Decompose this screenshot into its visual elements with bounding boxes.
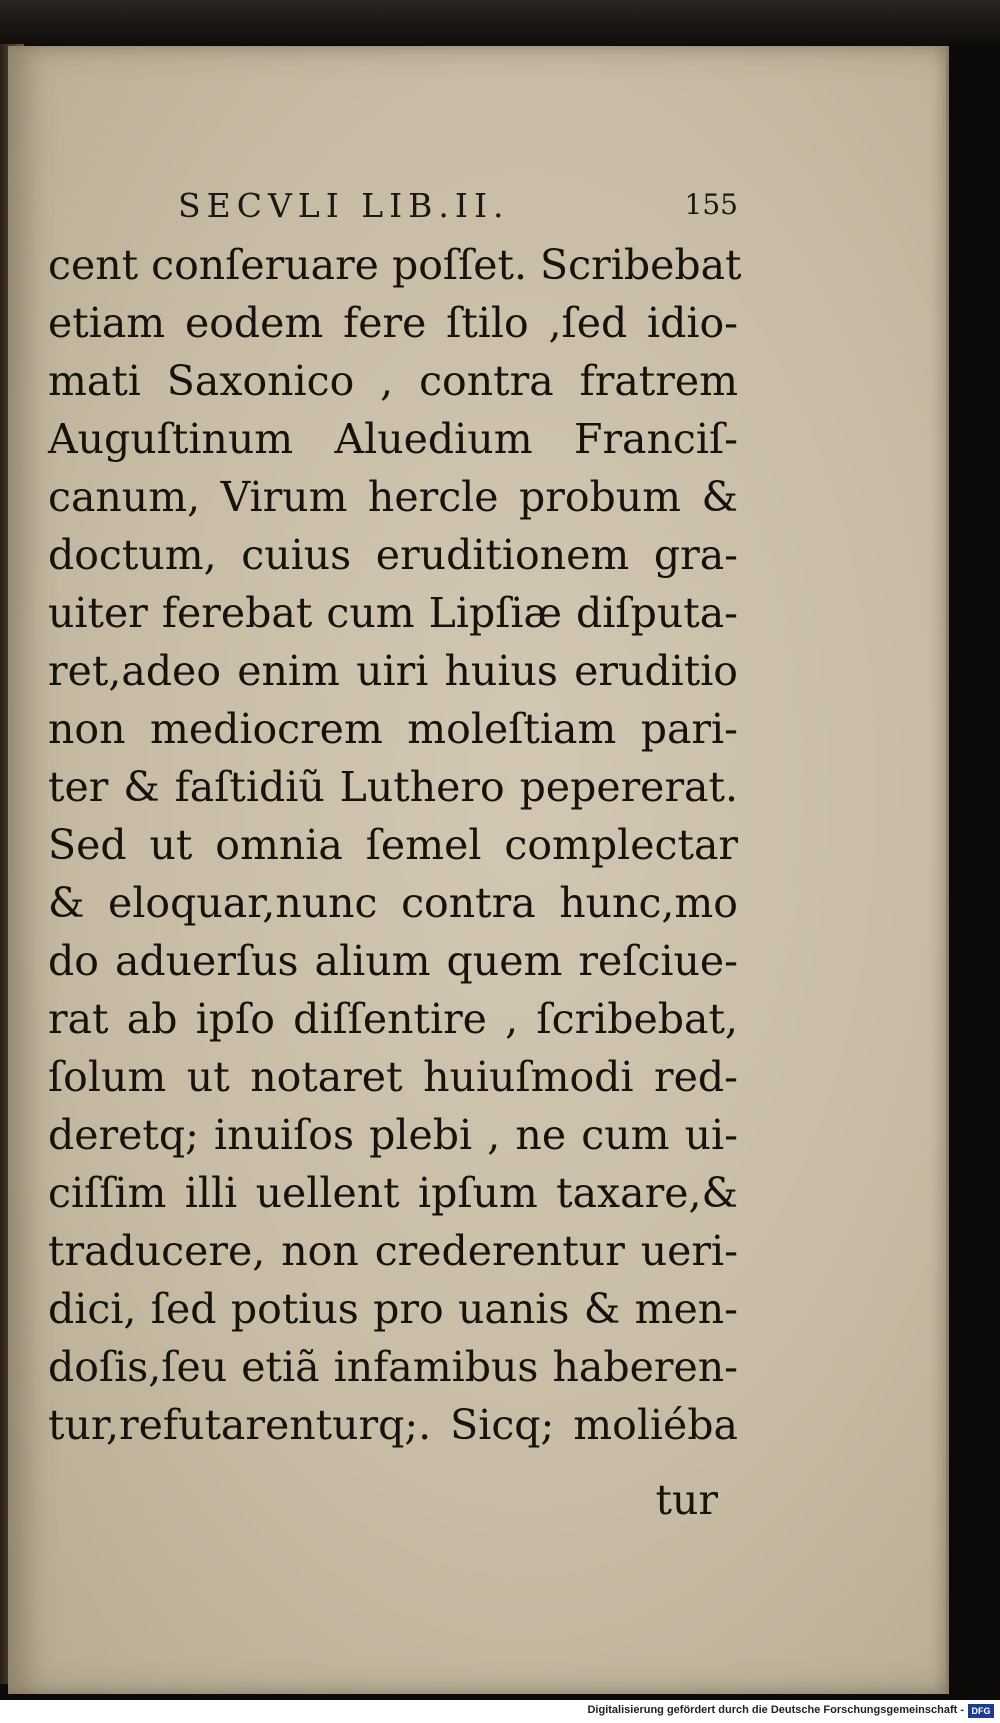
text-line: mati Saxonico , contra fratrem: [48, 357, 738, 405]
catchword: tur: [655, 1476, 718, 1524]
text-line: deretq; inuiſos plebi , ne cum ui-: [48, 1111, 738, 1159]
text-line: ciſſim illi uellent ipſum taxare,&: [48, 1169, 738, 1217]
text-line: ret,adeo enim uiri huius eruditio: [48, 647, 738, 695]
text-line: ſolum ut notaret huiuſmodi red-: [48, 1053, 738, 1101]
dfg-logo: DFG: [968, 1704, 994, 1718]
book-page: [8, 46, 949, 1694]
text-line: non mediocrem moleſtiam pari-: [48, 705, 738, 753]
text-line: ter & faſtidiũ Luthero pepererat.: [48, 763, 738, 811]
running-head: [178, 186, 738, 226]
text-line: tur,refutarenturq;. Sicq; moliéba: [48, 1401, 738, 1449]
text-line: & eloquar,nunc contra hunc,mo: [48, 879, 738, 927]
text-line: do aduerſus alium quem reſciue-: [48, 937, 738, 985]
text-line: uiter ferebat cum Lipſiæ diſputa-: [48, 589, 738, 637]
digitization-footer: [0, 1700, 1000, 1723]
text-line: rat ab ipſo diſſentire , ſcribebat,: [48, 995, 738, 1043]
text-line: Auguſtinum Aluedium Franciſ-: [48, 415, 738, 463]
running-head-title: SECVLI LIB.II.: [178, 186, 510, 225]
text-line: canum, Virum hercle probum &: [48, 473, 738, 521]
text-line: traducere, non crederentur ueri-: [48, 1227, 738, 1275]
text-line: dici, ſed potius pro uanis & men-: [48, 1285, 738, 1333]
text-line: Sed ut omnia ſemel complectar: [48, 821, 738, 869]
text-block: [48, 236, 742, 1454]
funding-credit: Digitalisierung gefördert durch die Deutsche Forschungsgemeinschaft -: [587, 1704, 964, 1716]
text-line: doſis,ſeu etiã infamibus haberen-: [48, 1343, 738, 1391]
text-line: doctum, cuius eruditionem gra-: [48, 531, 738, 579]
text-line: etiam eodem fere ſtilo ,ſed idio-: [48, 299, 738, 347]
page-number: 155: [684, 188, 738, 221]
book-top-edge: [0, 0, 1000, 46]
text-line: cent conſeruare poſſet. Scribebat: [48, 241, 742, 289]
